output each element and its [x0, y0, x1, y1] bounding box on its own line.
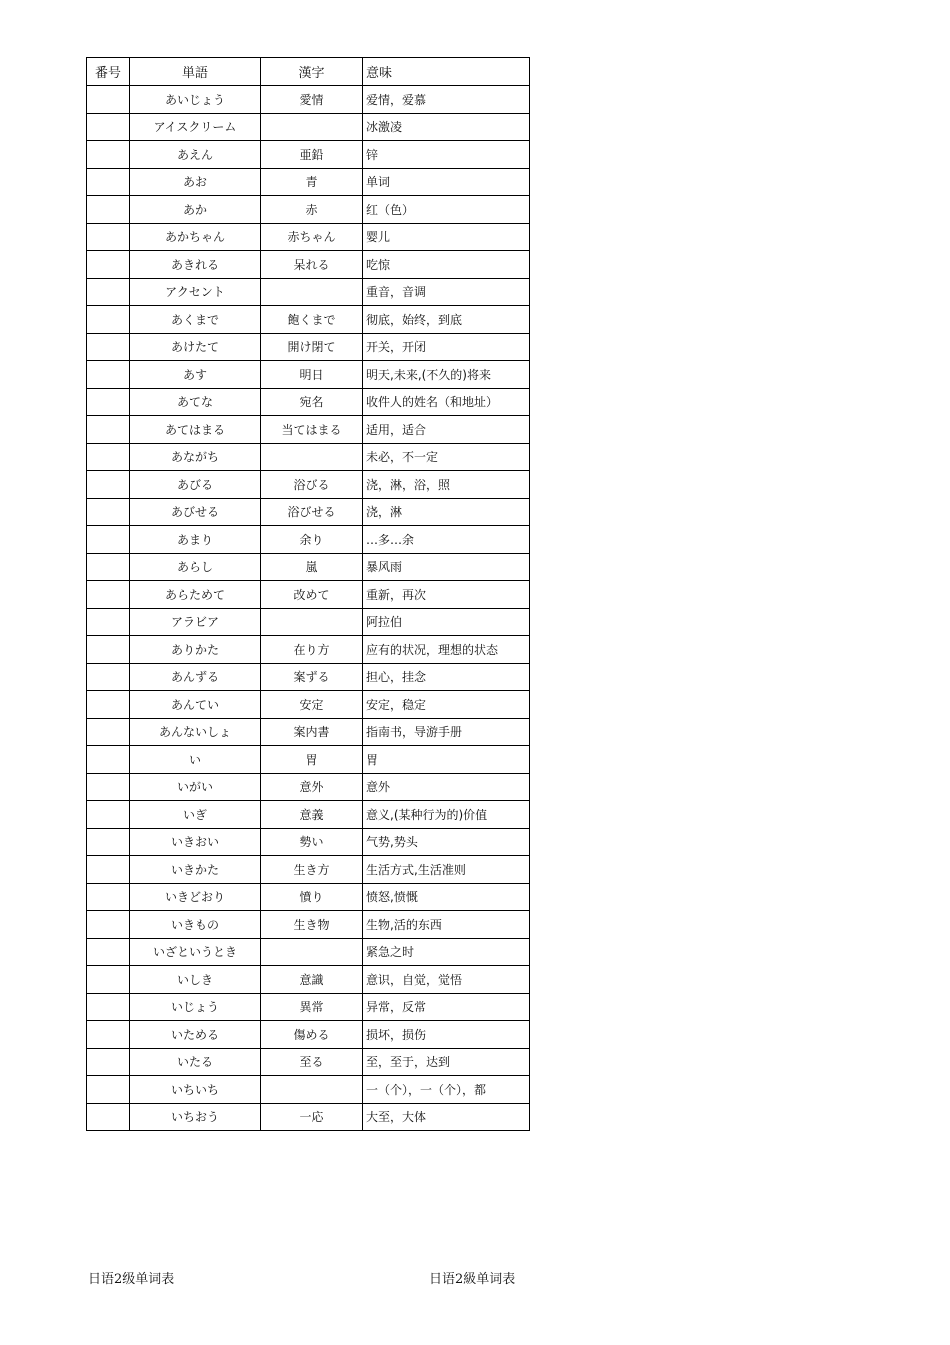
cell-word: いじょう — [130, 993, 261, 1021]
cell-kanji: 亜鉛 — [261, 141, 363, 169]
cell-kanji: 浴びせる — [261, 498, 363, 526]
cell-meaning: 意外 — [363, 773, 530, 801]
cell-meaning: 气势,势头 — [363, 828, 530, 856]
cell-number — [87, 718, 130, 746]
cell-number — [87, 306, 130, 334]
table-row — [87, 526, 530, 554]
cell-meaning: 一（个），一（个），都 — [363, 1076, 530, 1104]
cell-meaning: 应有的状况，理想的状态 — [363, 636, 530, 664]
cell-kanji: 宛名 — [261, 388, 363, 416]
cell-word: いちおう — [130, 1103, 261, 1131]
table-row — [87, 333, 530, 361]
cell-meaning: 至，至于，达到 — [363, 1048, 530, 1076]
table-row — [87, 278, 530, 306]
cell-meaning: 爱情，爱慕 — [363, 86, 530, 114]
table-row — [87, 416, 530, 444]
cell-number — [87, 443, 130, 471]
cell-number — [87, 911, 130, 939]
cell-kanji — [261, 1076, 363, 1104]
cell-word: あくまで — [130, 306, 261, 334]
table-row — [87, 993, 530, 1021]
cell-word: いきかた — [130, 856, 261, 884]
cell-meaning: …多…余 — [363, 526, 530, 554]
cell-kanji: 愛情 — [261, 86, 363, 114]
cell-meaning: 意识，自觉，觉悟 — [363, 966, 530, 994]
cell-kanji: 在り方 — [261, 636, 363, 664]
cell-number — [87, 223, 130, 251]
cell-kanji: 傷める — [261, 1021, 363, 1049]
cell-kanji: 浴びる — [261, 471, 363, 499]
cell-kanji: 生き方 — [261, 856, 363, 884]
cell-meaning: 生活方式,生活准则 — [363, 856, 530, 884]
cell-number — [87, 1076, 130, 1104]
header-kanji: 漢字 — [261, 58, 363, 86]
cell-kanji — [261, 113, 363, 141]
cell-meaning: 适用，适合 — [363, 416, 530, 444]
cell-word: あす — [130, 361, 261, 389]
cell-kanji: 意識 — [261, 966, 363, 994]
cell-number — [87, 526, 130, 554]
cell-kanji — [261, 608, 363, 636]
cell-number — [87, 1103, 130, 1131]
cell-meaning: 浇，淋 — [363, 498, 530, 526]
footer-right-title: 日语2級单词表 — [429, 1272, 516, 1287]
vocabulary-table — [86, 57, 530, 1131]
cell-word: アイスクリーム — [130, 113, 261, 141]
table-row — [87, 856, 530, 884]
cell-kanji: 嵐 — [261, 553, 363, 581]
cell-meaning: 未必，不一定 — [363, 443, 530, 471]
cell-number — [87, 471, 130, 499]
header-word: 単語 — [130, 58, 261, 86]
cell-word: あいじょう — [130, 86, 261, 114]
table-row — [87, 581, 530, 609]
table-row — [87, 1048, 530, 1076]
table-body — [87, 86, 530, 1131]
cell-number — [87, 1048, 130, 1076]
cell-number — [87, 498, 130, 526]
cell-meaning: 暴风雨 — [363, 553, 530, 581]
cell-number — [87, 168, 130, 196]
cell-meaning: 安定，稳定 — [363, 691, 530, 719]
table-row — [87, 196, 530, 224]
table-row — [87, 1021, 530, 1049]
cell-number — [87, 691, 130, 719]
cell-word: ありかた — [130, 636, 261, 664]
cell-number — [87, 196, 130, 224]
cell-meaning: 生物,活的东西 — [363, 911, 530, 939]
table-row — [87, 746, 530, 774]
cell-meaning: 单词 — [363, 168, 530, 196]
cell-kanji — [261, 278, 363, 306]
table-row — [87, 1103, 530, 1131]
cell-number — [87, 388, 130, 416]
cell-kanji: 飽くまで — [261, 306, 363, 334]
cell-meaning: 异常，反常 — [363, 993, 530, 1021]
cell-kanji: 案ずる — [261, 663, 363, 691]
cell-number — [87, 883, 130, 911]
table-row — [87, 168, 530, 196]
cell-meaning: 彻底，始终，到底 — [363, 306, 530, 334]
cell-number — [87, 333, 130, 361]
table-row — [87, 663, 530, 691]
cell-word: あまり — [130, 526, 261, 554]
cell-kanji: 開け閉て — [261, 333, 363, 361]
table-row — [87, 361, 530, 389]
cell-word: いがい — [130, 773, 261, 801]
cell-number — [87, 361, 130, 389]
cell-kanji: 至る — [261, 1048, 363, 1076]
cell-kanji: 赤ちゃん — [261, 223, 363, 251]
table-row — [87, 498, 530, 526]
cell-meaning: 浇，淋，浴，照 — [363, 471, 530, 499]
cell-meaning: 愤怒,愤慨 — [363, 883, 530, 911]
cell-kanji: 当てはまる — [261, 416, 363, 444]
cell-kanji: 意外 — [261, 773, 363, 801]
cell-number — [87, 141, 130, 169]
footer-left-title: 日语2级单词表 — [88, 1272, 175, 1287]
cell-kanji: 改めて — [261, 581, 363, 609]
cell-number — [87, 278, 130, 306]
cell-word: あてはまる — [130, 416, 261, 444]
cell-word: あんてい — [130, 691, 261, 719]
cell-word: い — [130, 746, 261, 774]
table-row — [87, 883, 530, 911]
cell-meaning: 吃惊 — [363, 251, 530, 279]
table-row — [87, 828, 530, 856]
cell-word: いきおい — [130, 828, 261, 856]
cell-kanji — [261, 443, 363, 471]
cell-kanji: 案内書 — [261, 718, 363, 746]
table-row — [87, 443, 530, 471]
cell-meaning: 指南书，导游手册 — [363, 718, 530, 746]
cell-number — [87, 993, 130, 1021]
cell-word: あながち — [130, 443, 261, 471]
cell-number — [87, 1021, 130, 1049]
cell-meaning: 大至，大体 — [363, 1103, 530, 1131]
table-row — [87, 1076, 530, 1104]
cell-meaning: 紧急之时 — [363, 938, 530, 966]
cell-number — [87, 86, 130, 114]
table-row — [87, 306, 530, 334]
cell-kanji: 胃 — [261, 746, 363, 774]
cell-word: あびる — [130, 471, 261, 499]
cell-kanji: 一応 — [261, 1103, 363, 1131]
cell-kanji: 異常 — [261, 993, 363, 1021]
table-row — [87, 251, 530, 279]
cell-word: あけたて — [130, 333, 261, 361]
table-row — [87, 608, 530, 636]
cell-word: あらためて — [130, 581, 261, 609]
table-row — [87, 471, 530, 499]
cell-kanji: 青 — [261, 168, 363, 196]
cell-word: あお — [130, 168, 261, 196]
cell-kanji: 余り — [261, 526, 363, 554]
table-row — [87, 141, 530, 169]
cell-word: いしき — [130, 966, 261, 994]
cell-word: あらし — [130, 553, 261, 581]
cell-word: いざというとき — [130, 938, 261, 966]
cell-meaning: 冰激凌 — [363, 113, 530, 141]
cell-kanji: 意義 — [261, 801, 363, 829]
cell-meaning: 收件人的姓名（和地址） — [363, 388, 530, 416]
cell-number — [87, 113, 130, 141]
table-row — [87, 718, 530, 746]
cell-kanji: 赤 — [261, 196, 363, 224]
header-meaning: 意味 — [363, 58, 530, 86]
cell-word: アクセント — [130, 278, 261, 306]
cell-kanji: 生き物 — [261, 911, 363, 939]
cell-number — [87, 636, 130, 664]
cell-number — [87, 856, 130, 884]
cell-meaning: 意义,(某种行为的)价值 — [363, 801, 530, 829]
cell-word: いためる — [130, 1021, 261, 1049]
cell-word: あびせる — [130, 498, 261, 526]
cell-number — [87, 663, 130, 691]
cell-number — [87, 828, 130, 856]
cell-word: アラビア — [130, 608, 261, 636]
cell-kanji: 憤り — [261, 883, 363, 911]
table-row — [87, 773, 530, 801]
cell-word: あかちゃん — [130, 223, 261, 251]
cell-word: あか — [130, 196, 261, 224]
cell-word: あんずる — [130, 663, 261, 691]
cell-kanji: 勢い — [261, 828, 363, 856]
cell-number — [87, 416, 130, 444]
cell-word: あんないしょ — [130, 718, 261, 746]
cell-word: いぎ — [130, 801, 261, 829]
table-header-row — [87, 58, 530, 86]
cell-meaning: 阿拉伯 — [363, 608, 530, 636]
table-row — [87, 223, 530, 251]
cell-number — [87, 251, 130, 279]
table-row — [87, 113, 530, 141]
cell-meaning: 明天,未来,(不久的)将来 — [363, 361, 530, 389]
table-row — [87, 86, 530, 114]
cell-meaning: 重音，音调 — [363, 278, 530, 306]
cell-meaning: 婴儿 — [363, 223, 530, 251]
cell-word: あえん — [130, 141, 261, 169]
cell-meaning: 开关，开闭 — [363, 333, 530, 361]
cell-kanji: 呆れる — [261, 251, 363, 279]
cell-number — [87, 966, 130, 994]
cell-number — [87, 553, 130, 581]
cell-meaning: 损坏，损伤 — [363, 1021, 530, 1049]
table-row — [87, 938, 530, 966]
cell-word: いきもの — [130, 911, 261, 939]
cell-meaning: 重新，再次 — [363, 581, 530, 609]
table-row — [87, 801, 530, 829]
cell-kanji — [261, 938, 363, 966]
cell-meaning: 担心，挂念 — [363, 663, 530, 691]
cell-kanji: 安定 — [261, 691, 363, 719]
table-row — [87, 691, 530, 719]
cell-number — [87, 581, 130, 609]
cell-meaning: 锌 — [363, 141, 530, 169]
table-row — [87, 636, 530, 664]
header-number: 番号 — [87, 58, 130, 86]
table-row — [87, 966, 530, 994]
cell-number — [87, 746, 130, 774]
table-row — [87, 911, 530, 939]
cell-meaning: 红（色） — [363, 196, 530, 224]
cell-word: いちいち — [130, 1076, 261, 1104]
cell-meaning: 胃 — [363, 746, 530, 774]
cell-word: いきどおり — [130, 883, 261, 911]
table-row — [87, 553, 530, 581]
cell-word: いたる — [130, 1048, 261, 1076]
cell-number — [87, 938, 130, 966]
table-row — [87, 388, 530, 416]
cell-number — [87, 801, 130, 829]
cell-word: あきれる — [130, 251, 261, 279]
cell-kanji: 明日 — [261, 361, 363, 389]
cell-number — [87, 608, 130, 636]
cell-word: あてな — [130, 388, 261, 416]
cell-number — [87, 773, 130, 801]
